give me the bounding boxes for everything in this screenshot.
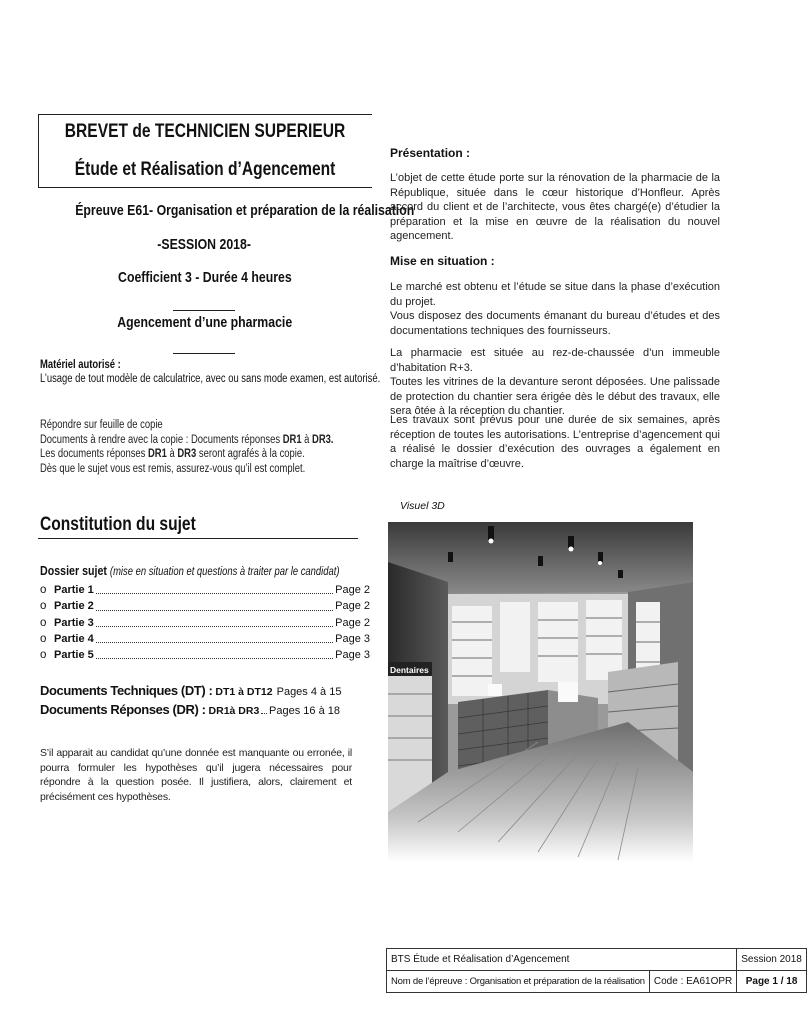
part-label: Partie 4 <box>54 632 94 645</box>
title-line1: BREVET de TECHNICIEN SUPERIEUR <box>64 121 346 142</box>
part-label: Partie 2 <box>54 600 94 613</box>
parts-list <box>40 582 370 663</box>
materiel-text: L’usage de tout modèle de calculatrice, avec ou sans mode examen, est autorisé. <box>40 373 381 385</box>
dr-range: DR1à DR3 <box>208 705 260 717</box>
instruction-line4: Dès que le sujet vous est remis, assurez-vous qu’il est complet. <box>40 462 306 475</box>
instruction-line3: Les documents réponses DR1 à DR3 seront agrafés à la copie. <box>40 448 305 461</box>
coefficient-label: Coefficient 3 - Durée 4 heures <box>117 269 292 286</box>
dt-row <box>40 683 340 698</box>
epreuve-row <box>38 202 415 220</box>
part-page: Page 3 <box>335 632 370 645</box>
epreuve-title: Épreuve E61- Organisation et préparation de la réalisation <box>75 202 415 219</box>
part-label: Partie 3 <box>54 616 94 629</box>
part-label: Partie 5 <box>54 649 94 662</box>
dossier-title: Dossier sujet <box>40 563 107 578</box>
title-box <box>38 114 372 188</box>
part-page: Page 2 <box>335 584 370 596</box>
part-label: Partie 1 <box>54 584 94 596</box>
footer-session: Session 2018 <box>737 949 807 971</box>
dossier-sujet <box>40 563 340 578</box>
pharmacy-3d-image <box>388 522 693 862</box>
dot-leader <box>96 582 333 594</box>
footer-code: Code : EA61OPR <box>649 971 736 993</box>
dot-leader <box>261 713 267 714</box>
list-item <box>40 598 370 614</box>
situation-block-2 <box>390 346 720 419</box>
situation-p1: Le marché est obtenu et l’étude se situe dans la phase d’exécution du projet. <box>390 281 720 308</box>
separator-2 <box>173 353 235 354</box>
title-line2: Étude et Réalisation d’Agencement <box>74 159 336 180</box>
footer-table <box>386 948 807 993</box>
footer-bts: BTS Étude et Réalisation d’Agencement <box>387 949 737 971</box>
dossier-note: (mise en situation et questions à traiter par le candidat) <box>109 566 340 578</box>
dr-row <box>40 702 340 717</box>
mise-en-situation-body <box>390 280 720 338</box>
dt-label: Documents Techniques (DT) : <box>40 683 213 698</box>
list-item <box>40 631 370 647</box>
bullet-icon: o <box>40 600 47 613</box>
situation-p4: Toutes les vitrines de la devanture seront déposées. Une palissade de protection du chantier sera érigée dès le début des travaux, elle sera ôtée à la réception du chantier. <box>390 376 720 417</box>
dt-range: DT1 à DT12 <box>215 686 273 698</box>
bullet-icon: o <box>40 584 47 596</box>
list-item <box>40 582 370 598</box>
part-page: Page 2 <box>335 600 370 613</box>
part-page: Page 2 <box>335 616 370 629</box>
constitution-heading: Constitution du sujet <box>40 514 196 535</box>
subject-row <box>38 314 371 332</box>
presentation-text: L’objet de cette étude porte sur la rénovation de la pharmacie de la République, située dans le cœur historique d’Honfleur. Après accord du client et de l’architecte, vous êtes chargé(e) d’étudier la préparation et la mise en œuvre de la réalisation du nouvel agencement. <box>390 172 720 242</box>
dot-leader <box>96 647 333 659</box>
dr-pages: Pages 16 à 18 <box>269 705 340 717</box>
dot-leader <box>96 598 333 610</box>
situation-p3: La pharmacie est située au rez-de-chaussée d’un immeuble d’habitation R+3. <box>390 347 720 374</box>
list-item <box>40 615 370 631</box>
hypotheses-note: S’il apparait au candidat qu’une donnée est manquante ou erronée, il pourra formuler les hypothèses qu’il jugera nécessaires pour répondre à la question posée. Il justifiera, alors, clairement et précisément ces hypothèses. <box>40 747 352 803</box>
mise-en-situation-heading: Mise en situation : <box>390 254 495 268</box>
subject-title: Agencement d’une pharmacie <box>117 314 292 331</box>
situation-p5: Les travaux sont prévus pour une durée de six semaines, après réception de toutes les autorisations. L’entreprise d’agencement qui a réalisé le dossier d’exécution des ouvrages a également en charge la maîtrise d’œuvre. <box>390 414 720 470</box>
part-page: Page 3 <box>335 649 370 662</box>
dot-leader <box>96 615 333 627</box>
situation-p2: Vous disposez des documents émanant du bureau d’études et des documentations techniques des fournisseurs. <box>390 310 720 337</box>
instruction-line1: Répondre sur feuille de copie <box>40 419 163 431</box>
presentation-heading: Présentation : <box>390 146 471 160</box>
bullet-icon: o <box>40 632 47 645</box>
bullet-icon: o <box>40 649 47 662</box>
dot-leader <box>96 631 333 643</box>
instructions <box>40 418 334 476</box>
dr-label: Documents Réponses (DR) : <box>40 702 206 717</box>
constitution-rule <box>38 538 358 539</box>
instruction-line2: Documents à rendre avec la copie : Documents réponses DR1 à DR3. <box>40 433 334 446</box>
session-label: -SESSION 2018- <box>157 236 252 253</box>
dt-pages: Pages 4 à 15 <box>276 686 342 698</box>
separator-1 <box>173 310 235 311</box>
bullet-icon: o <box>40 616 47 629</box>
shelf-sign: Dentaires <box>390 665 429 675</box>
footer-page: Page 1 / 18 <box>737 971 807 993</box>
session-row <box>38 236 371 254</box>
list-item <box>40 647 370 663</box>
materiel-title: Matériel autorisé : <box>40 359 121 371</box>
visual-caption: Visuel 3D <box>400 500 445 512</box>
coefficient-row <box>38 269 371 287</box>
footer-epreuve: Nom de l’épreuve : Organisation et préparation de la réalisation <box>387 971 650 993</box>
